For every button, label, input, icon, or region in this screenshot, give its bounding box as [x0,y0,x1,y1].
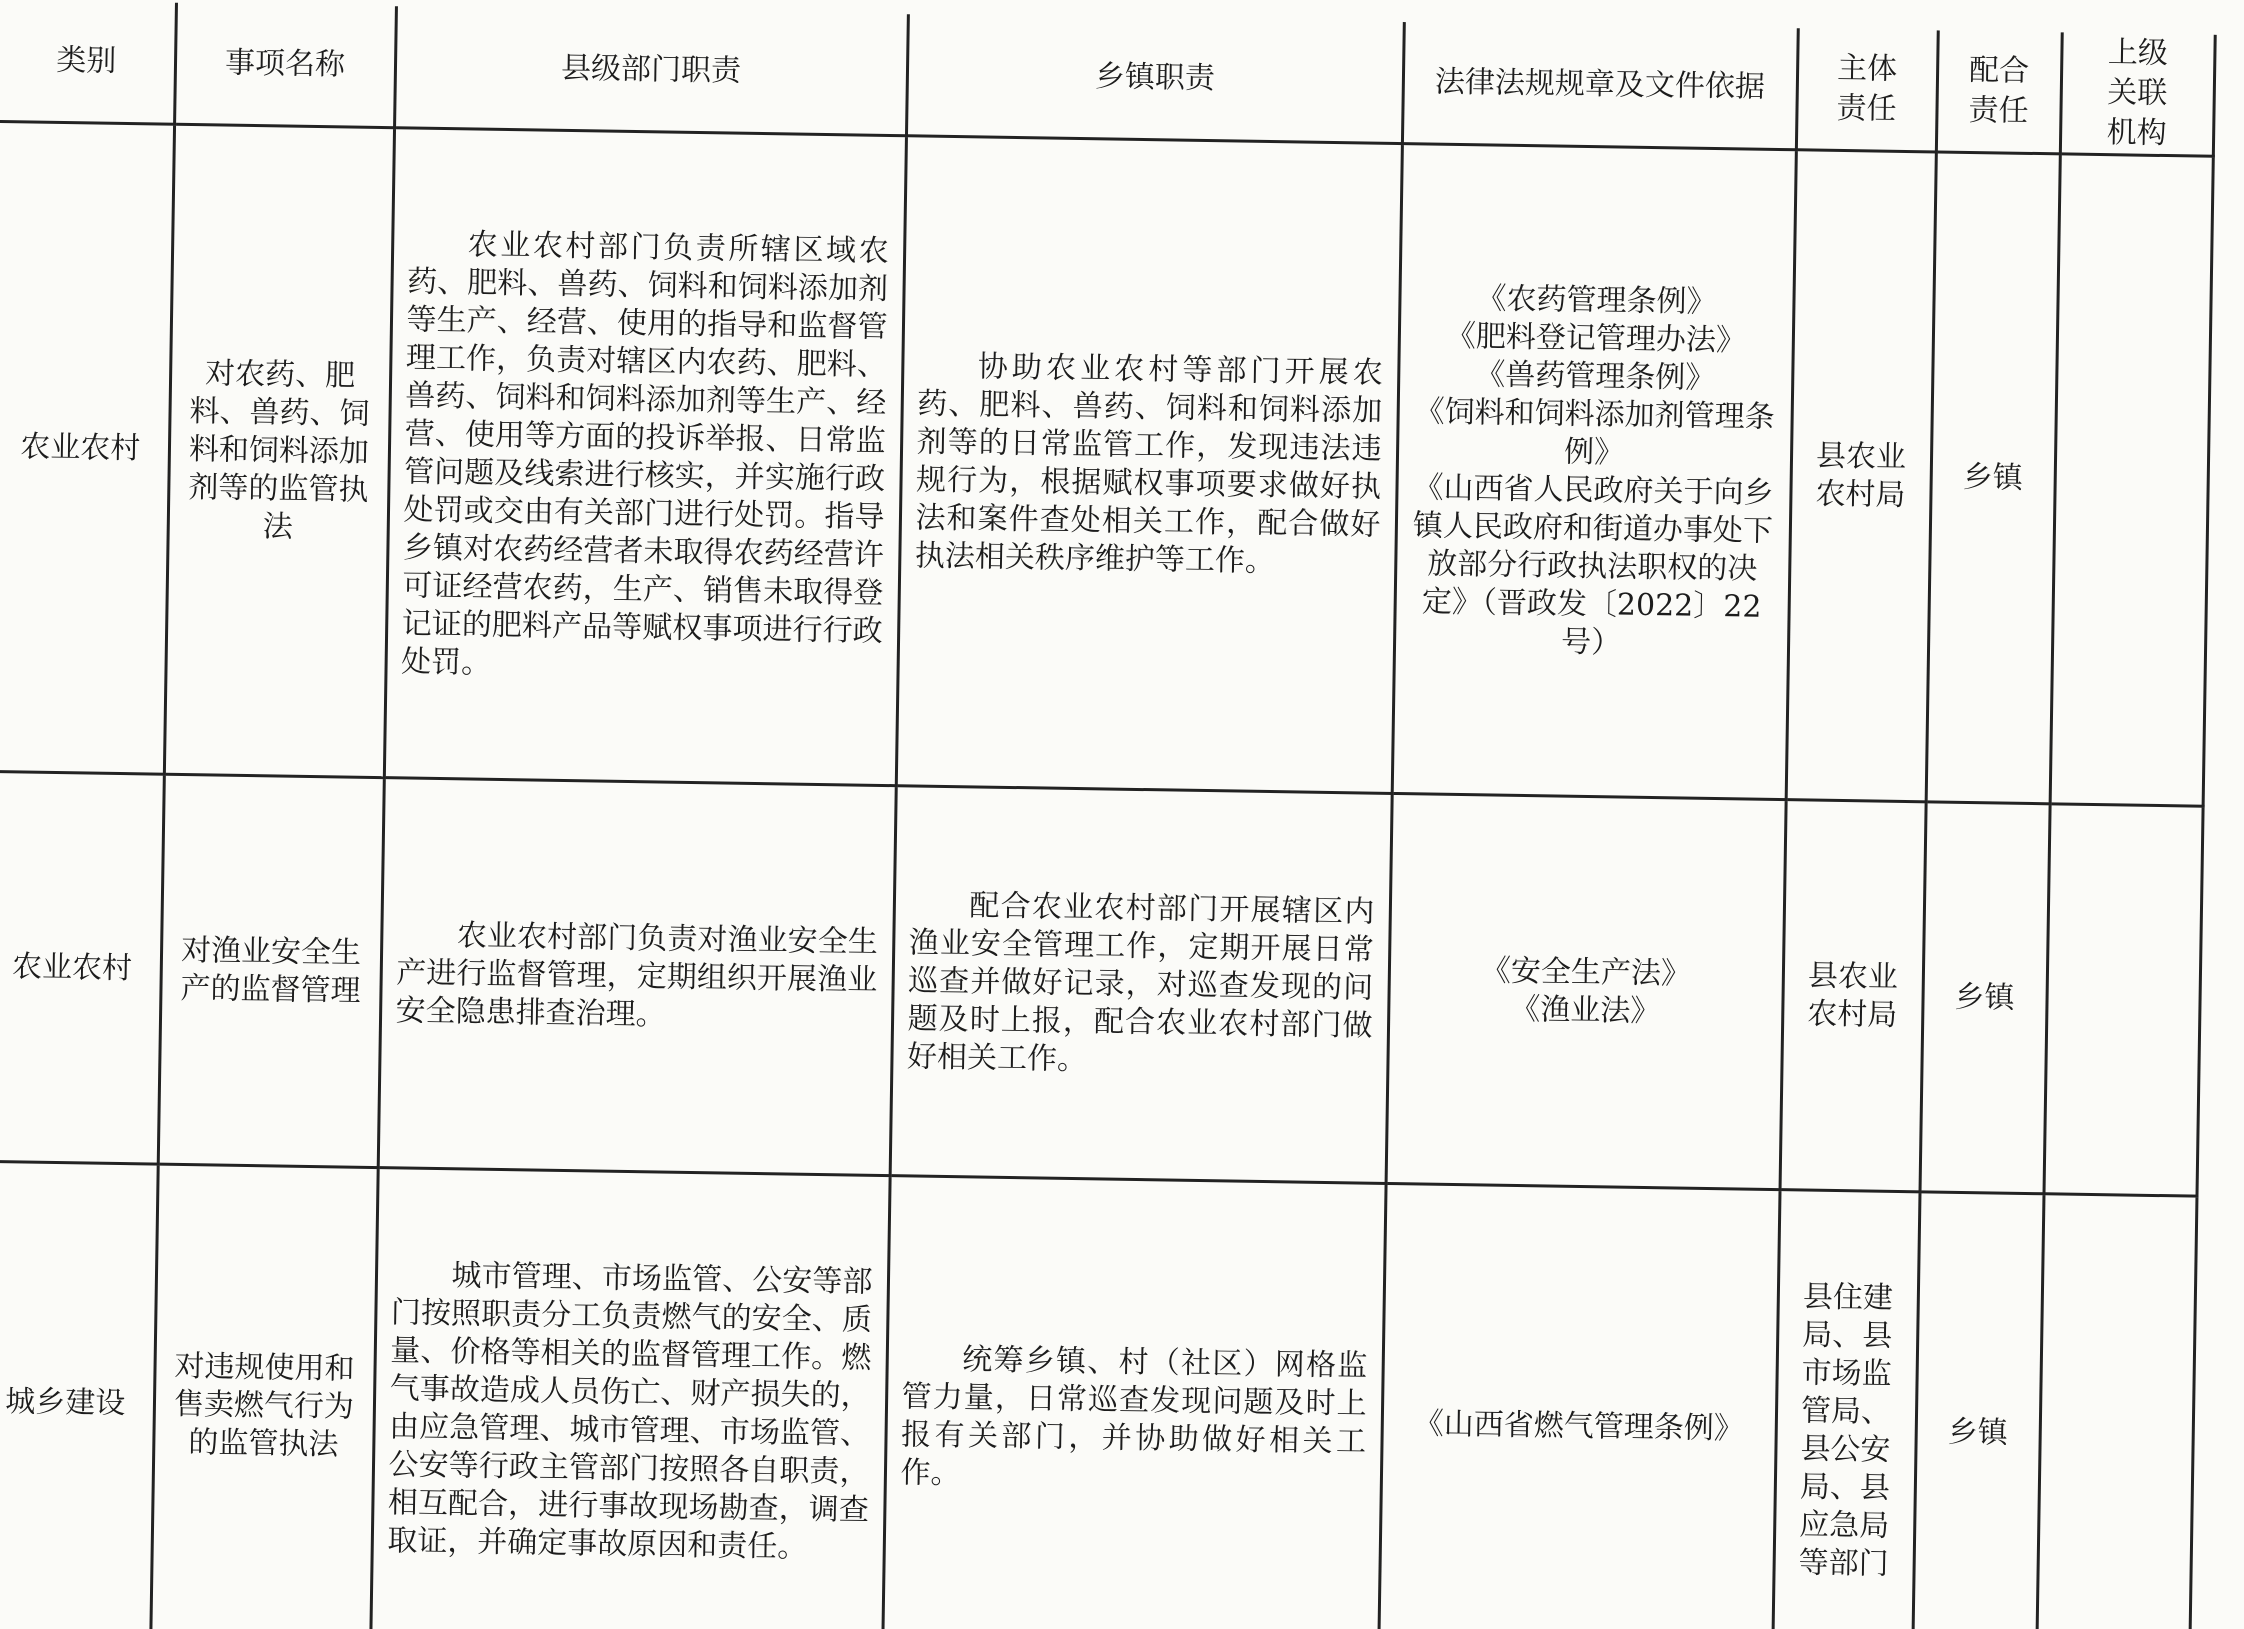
header-assist-responsibility [1936,30,2062,153]
cell-upper-agency [2044,804,2203,1196]
cell-county-duty [370,1168,889,1629]
basis-item: 《渔业法》 [1510,991,1661,1029]
header-category: 类别 [0,0,176,124]
basis-item: 《山西省燃气管理条例》 [1413,1405,1745,1447]
cell-category: 城乡建设 [0,1161,158,1629]
cell-legal-basis [1386,793,1786,1189]
cell-assist-responsibility: 乡镇 [1920,802,2050,1194]
header-main-line: 主体 [1836,50,1898,87]
county-duty-text: 农业农村部门负责所辖区域农药、肥料、兽药、饲料和饲料添加剂等生产、经营、使用的指导和监督管理工作，负责对辖区内农药、肥料、兽药、饲料和饲料添加剂等生产、经营、使用等方面的投诉举报、日常监管问题及线索进行核实，并实施行政处罚或交由有关部门进行处罚。指导乡镇对农药经营者未取得农药经营许可证经营农药，生产、销售未取得登记证的肥料产品等赋权事项进行行政处罚。 [400,226,889,681]
cell-legal-basis [1392,144,1796,800]
header-county-duty: 县级部门职责 [394,6,908,136]
cell-item-name: 对农药、肥料、兽药、饲料和饲料添加剂等的监管执法 [164,124,394,777]
basis-item: 《兽药管理条例》 [1475,356,1716,396]
header-main-responsibility [1796,28,1938,152]
header-upper-agency [2060,32,2215,156]
cell-town-duty [896,136,1402,794]
cell-category: 农业农村 [0,121,174,774]
header-legal-basis: 法律法规规章及文件依据 [1402,22,1798,150]
cell-county-duty [378,778,896,1176]
cell-category: 农业农村 [0,771,164,1164]
table-row [0,771,2203,1196]
cell-county-duty [384,128,906,786]
header-assist-line: 责任 [1968,92,2029,129]
table-row [0,121,2213,806]
header-upper-line: 关联 [2107,75,2168,112]
cell-item-name: 对渔业安全生产的监督管理 [158,774,384,1167]
header-upper-line: 上级 [2107,35,2169,72]
cell-main-responsibility: 县农业农村局 [1786,150,1936,802]
county-duty-text: 农业农村部门负责对渔业安全生产进行监督管理，定期组织开展渔业安全隐患排查治理。 [395,917,879,1033]
basis-item: 《山西省人民政府关于向乡镇人民政府和街道办事处下放部分行政执法职权的决定》（晋政发〔2022〕22号） [1412,469,1774,661]
basis-item: 《安全生产法》 [1480,952,1692,992]
cell-main-responsibility: 县农业农村局 [1780,800,1926,1192]
header-town-duty: 乡镇职责 [906,14,1404,143]
cell-main-responsibility: 县住建局、县市场监管局、县公安局、县应急局等部门 [1772,1190,1920,1629]
header-item-name: 事项名称 [174,3,396,128]
header-assist-line: 配合 [1968,52,2030,89]
basis-item: 《肥料登记管理办法》 [1445,318,1747,358]
town-duty-text: 统筹乡镇、村（社区）网格监管力量，日常巡查发现问题及时上报有关部门，并协助做好相关工作。 [900,1341,1368,1491]
cell-item-name: 对违规使用和售卖燃气行为的监管执法 [150,1164,378,1629]
table-row [0,1161,2196,1629]
town-duty-text: 协助农业农村等部门开展农药、肥料、兽药、饲料和饲料添加剂等的日常监管工作，发现违法违规行为，根据赋权事项要求做好执法和案件查处相关工作，配合做好执法相关秩序维护等工作。 [914,348,1384,579]
basis-item: 《农药管理条例》 [1476,280,1717,320]
cell-upper-agency [2036,1194,2197,1629]
town-duty-text: 配合农业农村部门开展辖区内渔业安全管理工作，定期开展日常巡查并做好记录，对巡查发现的问题及时上报，配合农业农村部门做好相关工作。 [906,887,1375,1077]
cell-town-duty [890,786,1392,1184]
cell-assist-responsibility: 乡镇 [1912,1192,2044,1629]
basis-item: 《饲料和饲料添加剂管理条例》 [1414,393,1775,471]
cell-upper-agency [2050,154,2213,806]
county-duty-text: 城市管理、市场监管、公安等部门按照职责分工负责燃气的安全、质量、价格等相关的监督管理工作。燃气事故造成人员伤亡、财产损失的，由应急管理、城市管理、市场监管、公安等行政主管部门按照各自职责，相互配合，进行事故现场勘查，调查取证，并确定事故原因和责任。 [387,1257,873,1565]
cell-town-duty [882,1176,1385,1629]
cell-legal-basis [1378,1183,1779,1629]
header-upper-line: 机构 [2106,115,2167,152]
cell-assist-responsibility: 乡镇 [1926,152,2060,804]
header-main-line: 责任 [1836,90,1897,127]
